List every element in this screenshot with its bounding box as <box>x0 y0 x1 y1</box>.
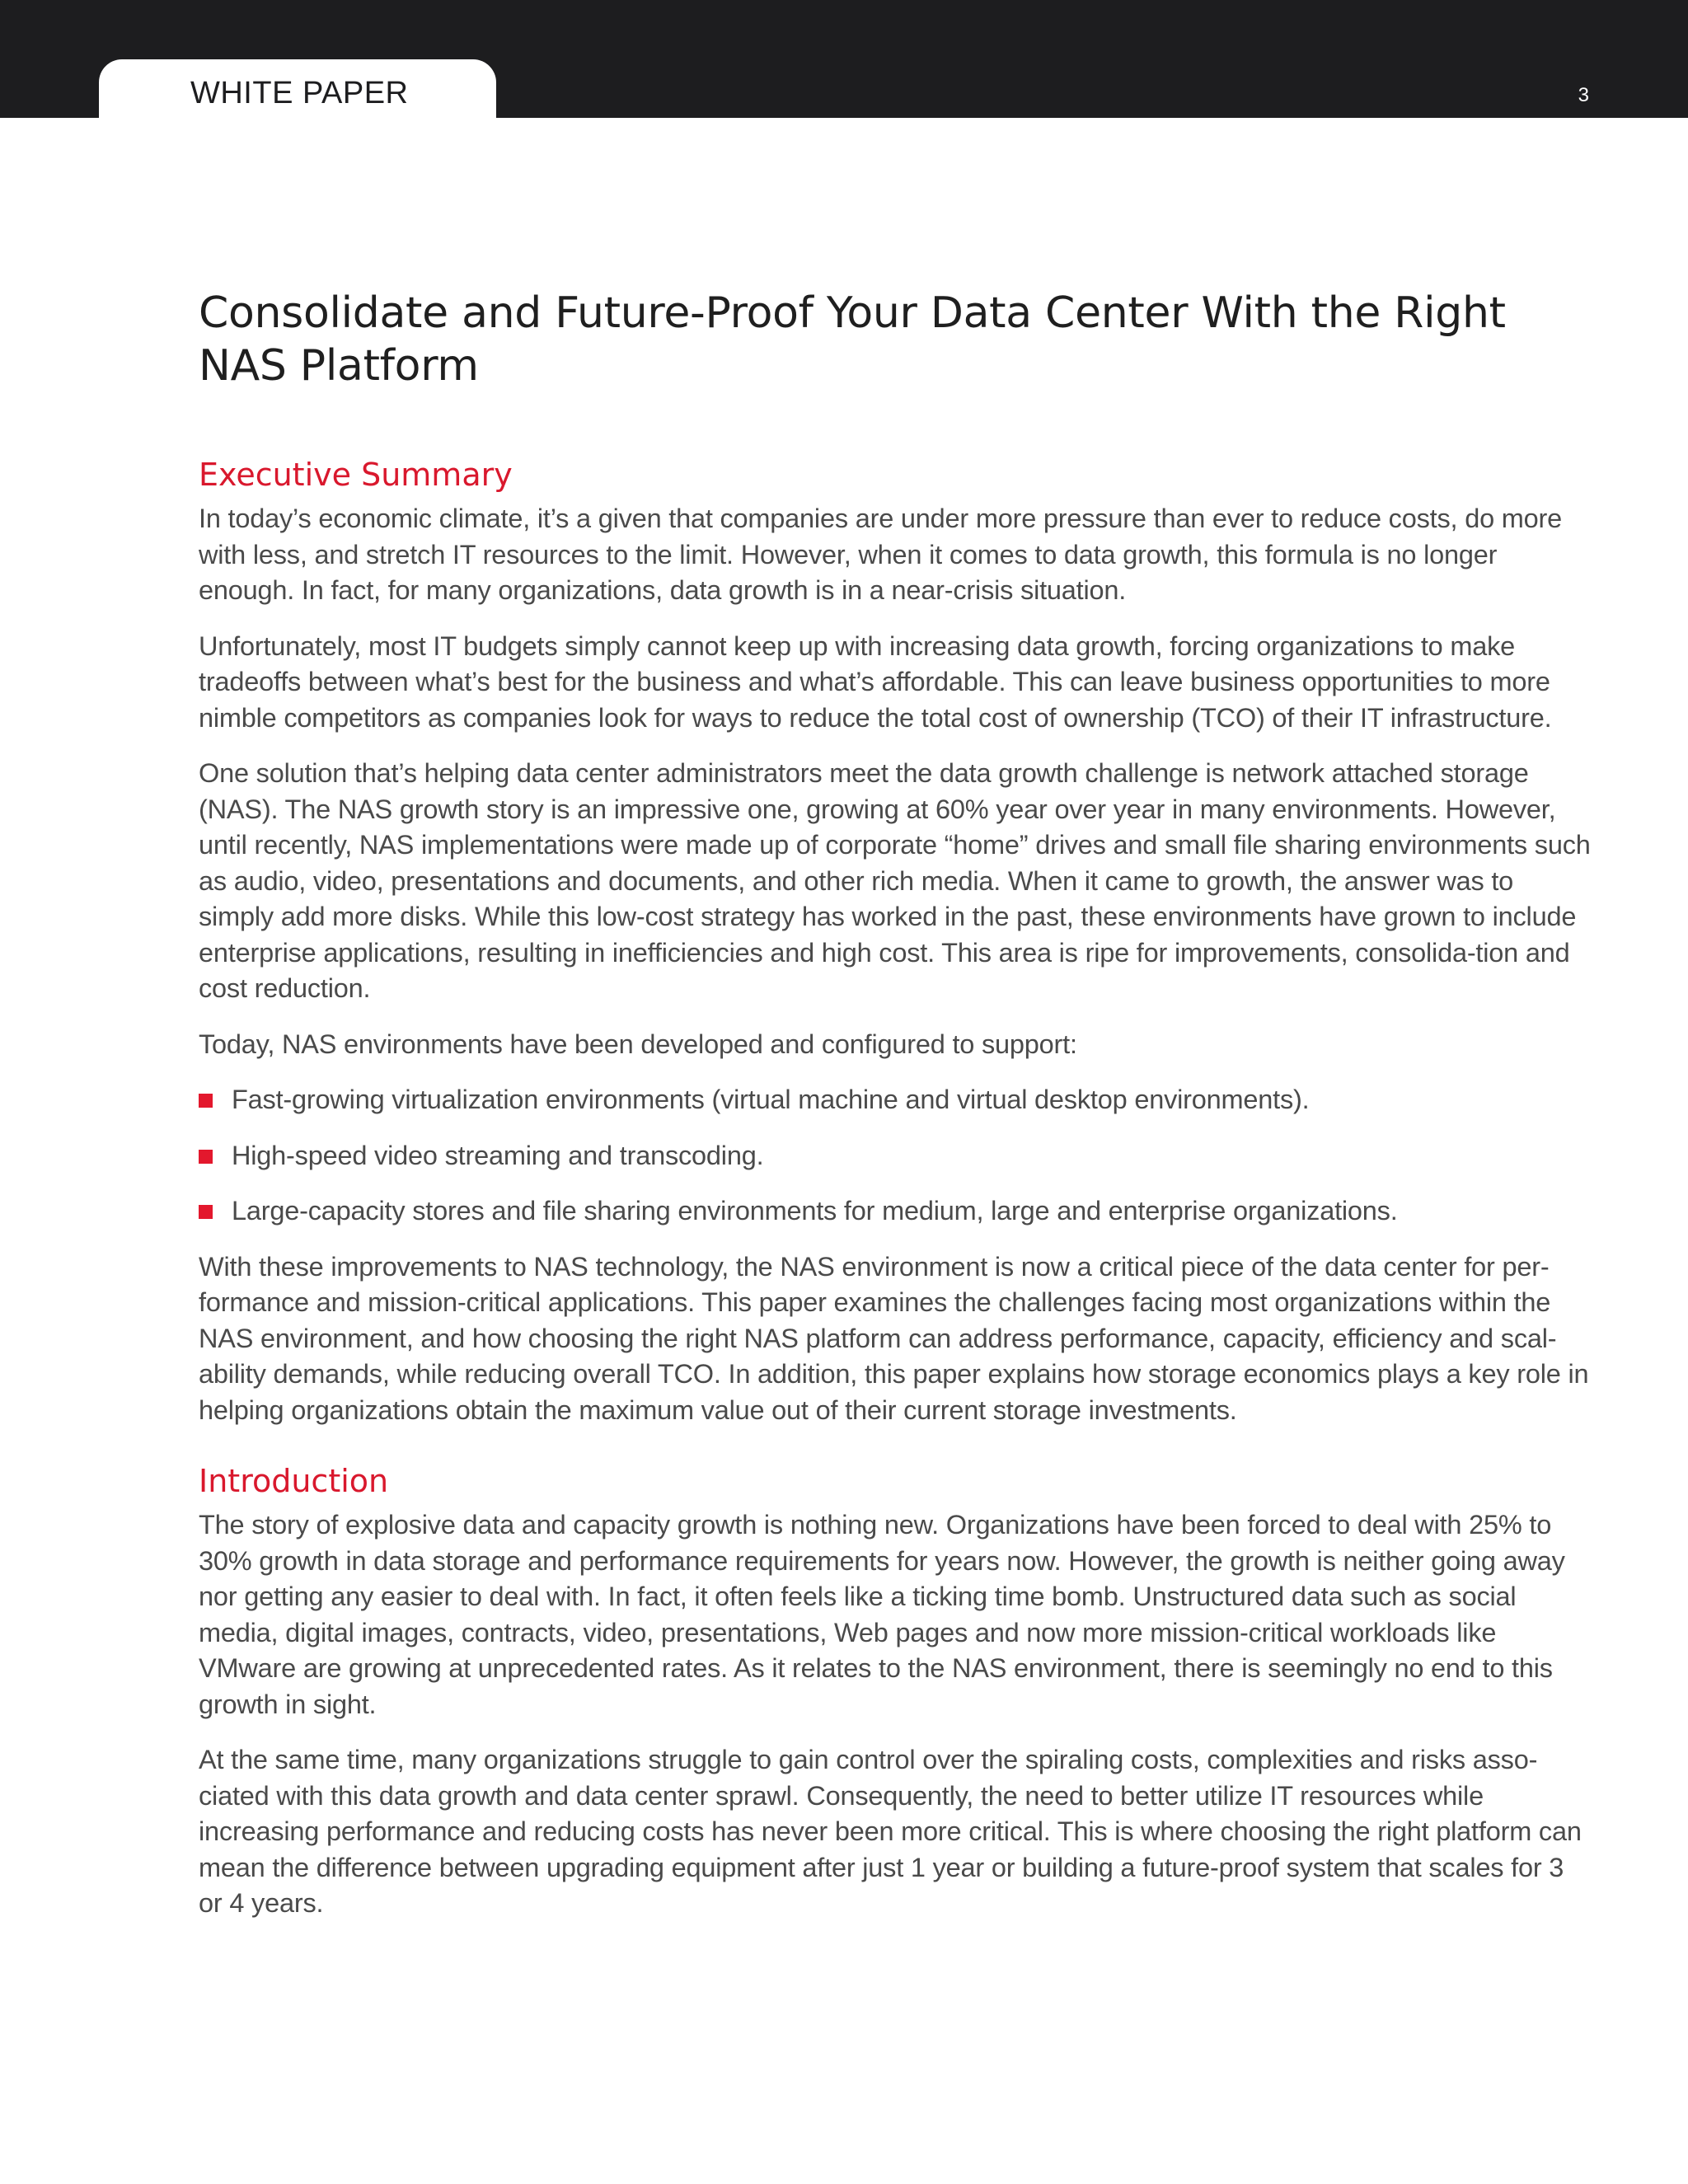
bullet-list <box>199 1082 1592 1230</box>
paragraph: At the same time, many organizations struggle to gain control over the spiraling costs, complexities and risks asso-ciated with this data growth and data center sprawl. Consequently, the need to better utilize IT resources while increasing performance and reducing costs has never been more critical. This is where choosing the right platform can mean the difference between upgrading equipment after just 1 year or building a future-proof system that scales for 3 or 4 years. <box>199 1745 1582 1918</box>
paragraph: Unfortunately, most IT budgets simply cannot keep up with increasing data growth, forcing organizations to make tradeoffs between what’s best for the business and what’s affordable. This can leave business opportunities to more nimble competitors as companies look for ways to reduce the total cost of ownership (TCO) of their IT infrastructure. <box>199 630 1552 733</box>
header-bar <box>0 0 1688 118</box>
document-type-tab <box>99 59 496 118</box>
red-square-bullet-icon <box>199 1205 213 1219</box>
bullet-text: Fast-growing virtualization environments (virtual machine and virtual desktop environments). <box>232 1085 1310 1114</box>
bullet-item <box>199 1138 1592 1174</box>
page-number: 3 <box>1578 84 1589 106</box>
bullet-text: Large-capacity stores and file sharing environments for medium, large and enterprise organizations. <box>232 1196 1398 1226</box>
paragraph: One solution that’s helping data center administrators meet the data growth challenge is network attached storage (NAS). The NAS growth story is an impressive one, growing at 60% year over year in many environments. However, until recently, NAS implementations were made up of corporate “home” drives and small file sharing environments such as audio, video, presentations and documents, and other rich media. When it came to growth, the answer was to simply add more disks. While this low-cost strategy has worked in the past, these environments have grown to include enterprise applications, resulting in inefficiencies and high cost. This area is ripe for improvements, consolida-tion and cost reduction. <box>199 758 1591 1003</box>
bullet-text: High-speed video streaming and transcoding. <box>232 1140 764 1170</box>
bullet-item <box>199 1082 1592 1118</box>
section-heading-executive-summary: Executive Summary <box>199 457 513 493</box>
document-title: Consolidate and Future-Proof Your Data Center With the Right NAS Platform <box>199 288 1506 391</box>
document-type-label: WHITE PAPER <box>190 76 409 110</box>
bullet-item <box>199 1193 1592 1230</box>
red-square-bullet-icon <box>199 1094 213 1108</box>
red-square-bullet-icon <box>199 1150 213 1164</box>
paragraph: In today’s economic climate, it’s a given that companies are under more pressure than ever to reduce costs, do more with less, and stretch IT resources to the limit. However, when it comes to data growth, this formula is no longer enough. In fact, for many organizations, data growth is in a near-crisis situation. <box>199 504 1563 605</box>
paragraph: Today, NAS environments have been developed and configured to support: <box>199 1029 1077 1059</box>
section-heading-introduction: Introduction <box>199 1463 389 1499</box>
paragraph: The story of explosive data and capacity growth is nothing new. Organizations have been forced to deal with 25% to 30% growth in data storage and performance requirements for years now. However, the growth is neither going away nor getting any easier to deal with. In fact, it often feels like a ticking time bomb. Unstructured data such as social media, digital images, contracts, video, presentations, Web pages and now more mission-critical workloads like VMware are growing at unprecedented rates. As it relates to the NAS environment, there is seemingly no end to this growth in sight. <box>199 1510 1565 1719</box>
page-content <box>199 287 1592 1942</box>
paragraph: With these improvements to NAS technology, the NAS environment is now a critical piece of the data center for per-formance and mission-critical applications. This paper examines the challenges facing most organizations within the NAS environment, and how choosing the right NAS platform can address performance, capacity, efficiency and scal-ability demands, while reducing overall TCO. In addition, this paper explains how storage economics plays a key role in helping organizations obtain the maximum value out of their current storage investments. <box>199 1251 1589 1425</box>
